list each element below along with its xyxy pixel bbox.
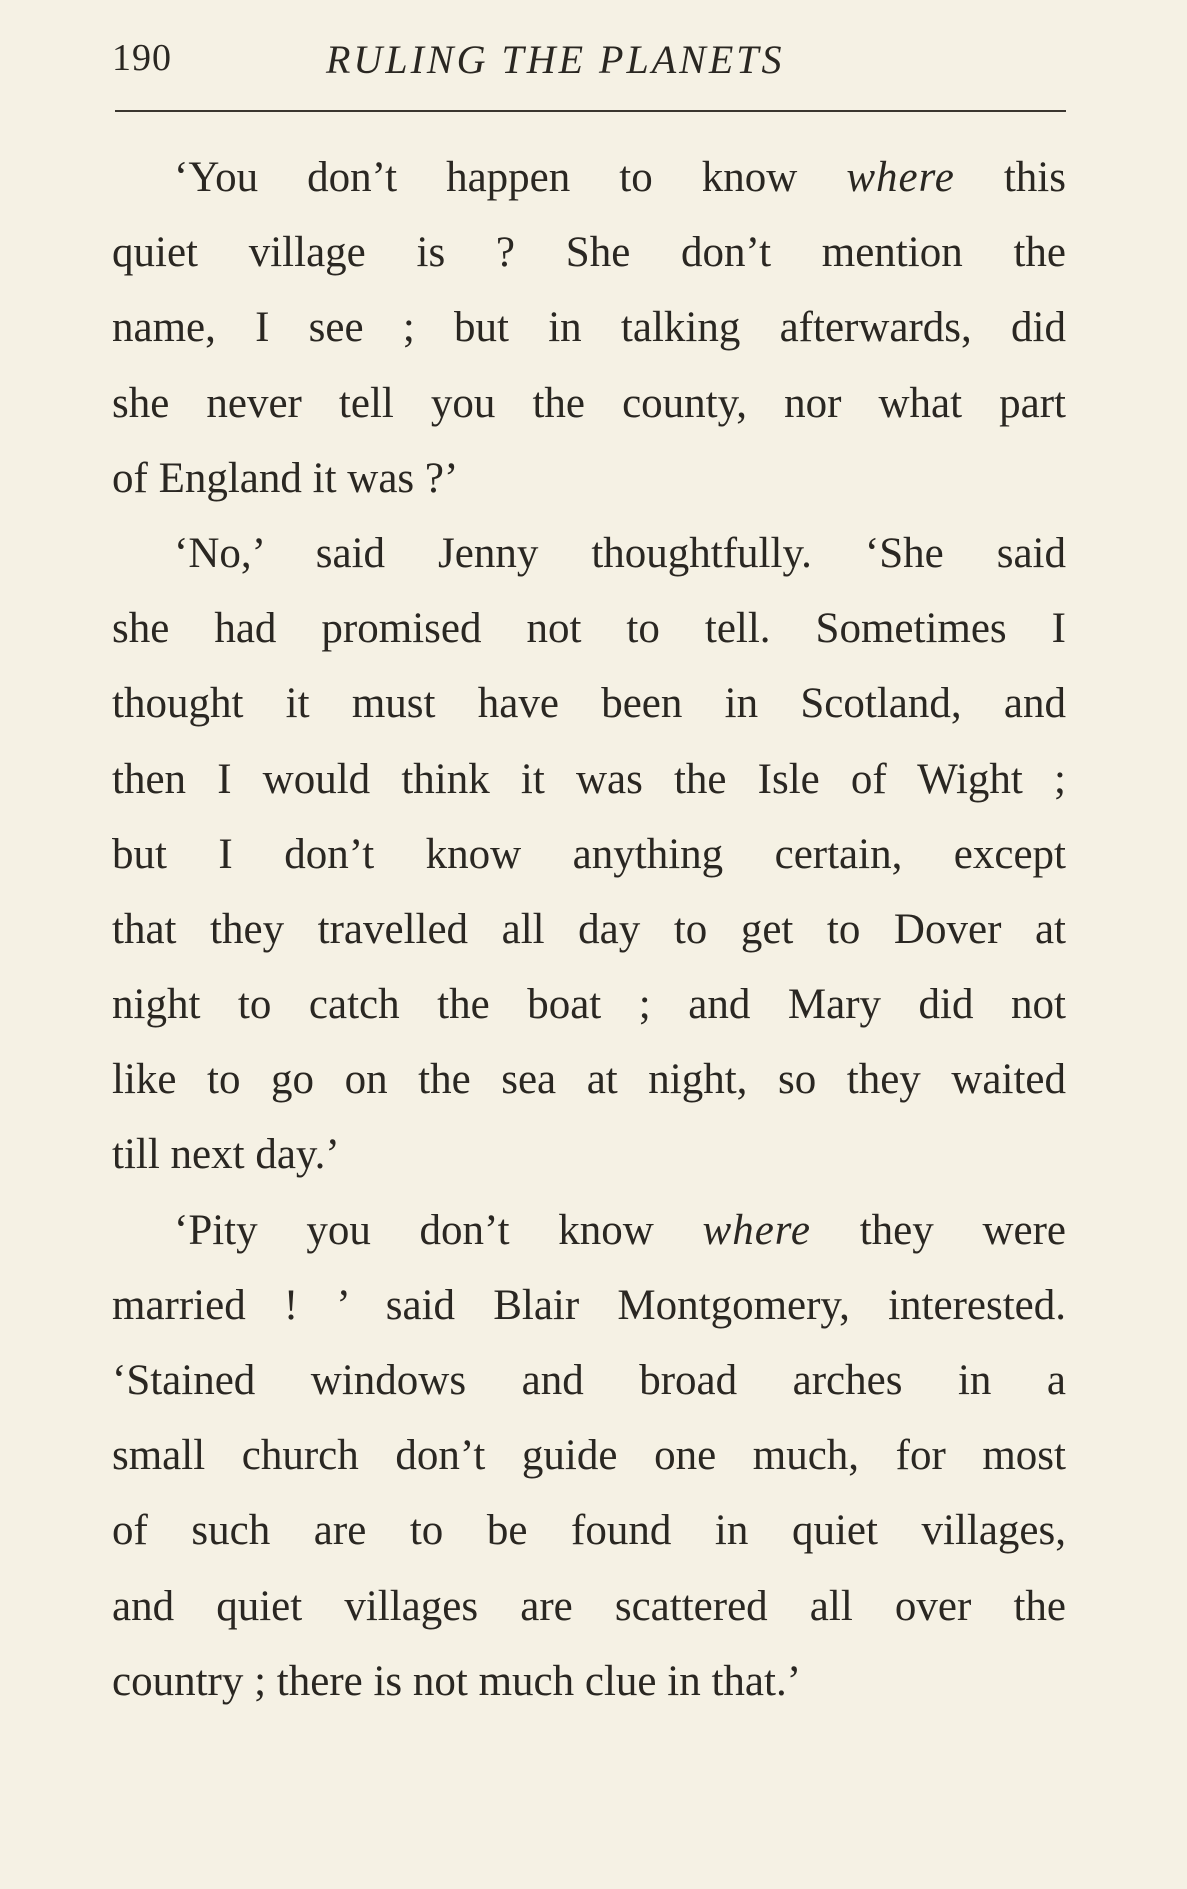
text-line — [112, 1644, 1066, 1719]
text-run: but I don’t know anything certain, except — [112, 830, 1066, 878]
emphasis-word: where — [702, 1206, 812, 1254]
text-run: married ! ’ said Blair Montgomery, interested. — [112, 1281, 1066, 1329]
text-line — [112, 1493, 1066, 1568]
text-run: like to go on the sea at night, so they waited — [112, 1056, 1066, 1104]
text-run: night to catch the boat ; and Mary did not — [112, 981, 1066, 1029]
text-run: that they travelled all day to get to Dover at — [112, 905, 1066, 953]
running-title: RULING THE PLANETS — [326, 37, 785, 82]
text-line — [112, 742, 1066, 817]
text-line — [112, 516, 1066, 591]
text-line — [112, 1418, 1066, 1493]
text-run: and quiet villages are scattered all over the — [112, 1582, 1066, 1630]
text-run: of England it was ?’ — [112, 454, 459, 502]
text-line — [112, 817, 1066, 892]
text-run: ‘You don’t happen to know — [174, 154, 847, 201]
text-line — [112, 290, 1066, 365]
text-run: thought it must have been in Scotland, and — [112, 680, 1066, 728]
text-line — [112, 967, 1066, 1042]
text-line — [112, 366, 1066, 441]
text-run: till next day.’ — [112, 1131, 340, 1179]
paragraph — [112, 140, 1066, 516]
text-run: ‘No,’ said Jenny thoughtfully. ‘She said — [174, 529, 1066, 577]
text-line — [112, 591, 1066, 666]
text-run: quiet village is ? She don’t mention the — [112, 229, 1066, 277]
text-run: name, I see ; but in talking afterwards, did — [112, 304, 1066, 352]
text-run: ‘Stained windows and broad arches in a — [112, 1357, 1066, 1404]
text-line — [112, 892, 1066, 967]
text-run: they were — [811, 1206, 1067, 1254]
text-line — [112, 666, 1066, 741]
text-run: country ; there is not much clue in that.’ — [112, 1657, 802, 1705]
page-number: 190 — [112, 37, 172, 79]
text-run: she had promised not to tell. Sometimes I — [112, 605, 1066, 653]
text-line — [112, 441, 1066, 516]
text-line — [112, 1117, 1066, 1192]
body-text — [112, 140, 1066, 1719]
running-head — [112, 32, 1066, 92]
paragraph — [112, 516, 1066, 1193]
text-run: of such are to be found in quiet villages, — [112, 1507, 1066, 1555]
header-rule — [115, 110, 1066, 112]
text-line — [112, 1268, 1066, 1343]
text-run: small church don’t guide one much, for most — [112, 1432, 1066, 1480]
text-line — [112, 1343, 1066, 1418]
text-line — [112, 1193, 1066, 1268]
text-run: this — [954, 154, 1066, 201]
text-line — [112, 215, 1066, 290]
text-run: she never tell you the county, nor what part — [112, 379, 1066, 427]
text-line — [112, 1042, 1066, 1117]
text-line — [112, 1569, 1066, 1644]
paragraph — [112, 1193, 1066, 1719]
text-run: ‘Pity you don’t know — [174, 1206, 703, 1254]
emphasis-word: where — [846, 154, 955, 201]
text-run: then I would think it was the Isle of Wight ; — [112, 755, 1066, 803]
text-line — [112, 140, 1066, 215]
